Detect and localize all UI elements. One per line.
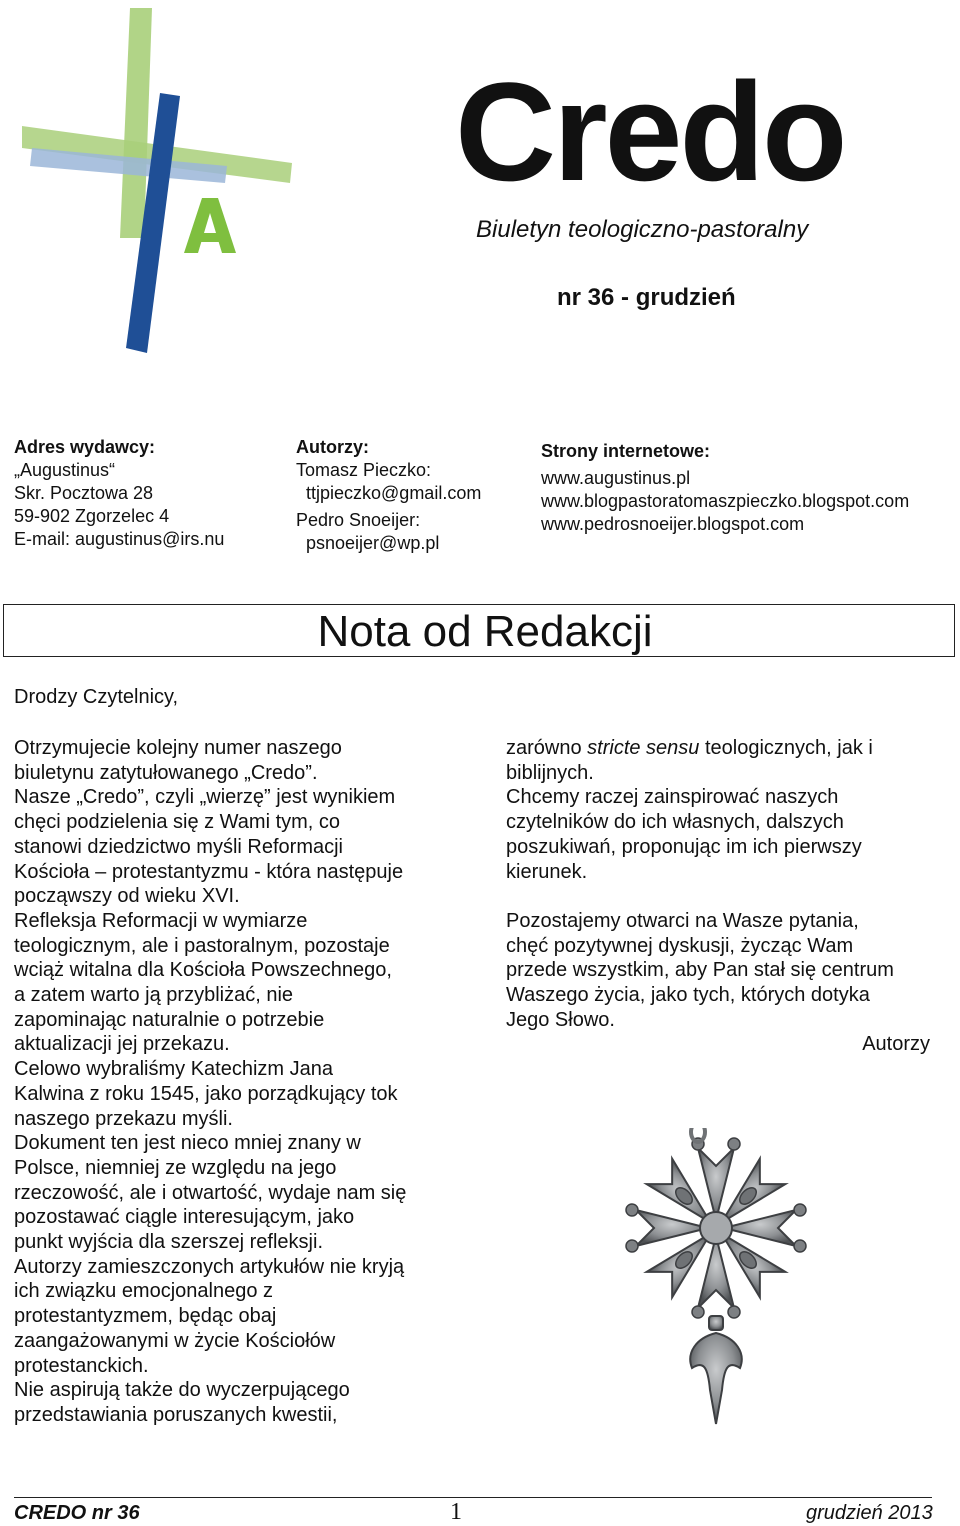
text-line: wciąż witalna dla Kościoła Powszechnego, xyxy=(14,959,392,982)
text-line: chęć pozytywnej dyskusji, życząc Wam xyxy=(506,934,854,957)
website-link[interactable]: www.pedrosnoeijer.blogspot.com xyxy=(541,514,805,534)
text-line: Kościoła – protestantyzmu - która następuje xyxy=(14,860,404,883)
text-line: poszukiwań, proponując im ich pierwszy xyxy=(506,835,862,858)
publisher-info xyxy=(14,436,224,551)
text-line: teologicznym, ale i pastoralnym, pozostaje xyxy=(14,934,390,957)
text-line: Pozostajemy otwarci na Wasze pytania, xyxy=(506,909,859,932)
article-right-column xyxy=(506,736,936,1057)
text-fragment: zarówno xyxy=(506,737,588,759)
author-email: psnoeijer@wp.pl xyxy=(306,533,440,553)
author-name: Pedro Snoeijer: xyxy=(296,510,421,530)
text-line: stanowi dziedzictwo myśli Reformacji xyxy=(14,835,343,858)
text-line: chęci podzielenia się z Wami tym, co xyxy=(14,811,341,834)
text-line: protestanckich. xyxy=(14,1354,149,1377)
publisher-line: 59-902 Zgorzelec 4 xyxy=(14,506,170,526)
text-line: przede wszystkim, aby Pan stał się centrum xyxy=(506,959,894,982)
publisher-line: „Augustinus“ xyxy=(14,460,116,480)
text-line: Otrzymujecie kolejny numer naszego xyxy=(14,737,342,759)
text-line: biblijnych. xyxy=(506,761,594,784)
bulletin-title: Credo xyxy=(455,53,845,210)
augustinus-cross-logo-icon xyxy=(22,8,302,353)
dove-pendant-icon xyxy=(690,1316,741,1424)
greeting: Drodzy Czytelnicy, xyxy=(14,686,179,708)
text-line: Kalwina z roku 1545, jako porządkujący tok xyxy=(14,1082,398,1105)
logo-letter-icon xyxy=(184,198,236,253)
text-line: aktualizacji jej przekazu. xyxy=(14,1033,230,1056)
websites-info xyxy=(541,436,909,536)
website-link[interactable]: www.blogpastoratomaszpieczko.blogspot.com xyxy=(541,491,910,511)
text-line: Refleksja Reformacji w wymiarze xyxy=(14,909,308,932)
text-line: punkt wyjścia dla szerszej refleksji. xyxy=(14,1231,323,1254)
text-line xyxy=(506,736,936,761)
text-line: zaangażowanymi w życie Kościołów xyxy=(14,1329,336,1352)
text-line: Polsce, niemniej ze względu na jego xyxy=(14,1156,337,1179)
text-line: pozostawać ciągle interesującym, jako xyxy=(14,1206,355,1229)
text-line: Nasze „Credo”, czyli „wierzę” jest wynikiem xyxy=(14,786,396,809)
text-line: począwszy od wieku XVI. xyxy=(14,885,240,908)
footer-divider xyxy=(14,1497,932,1498)
huguenot-cross-icon xyxy=(596,1128,836,1428)
text-fragment: teologicznych, jak i xyxy=(699,737,873,759)
text-line: czytelników do ich własnych, dalszych xyxy=(506,811,844,834)
section-title: Nota od Redakcji xyxy=(317,607,653,656)
article-left-column xyxy=(14,736,474,1428)
text-line: Autorzy zamieszczonych artykułów nie kryją xyxy=(14,1255,405,1278)
text-line: naszego przekazu myśli. xyxy=(14,1107,233,1130)
authors-heading: Autorzy: xyxy=(296,437,369,457)
text-line: kierunek. xyxy=(506,860,588,883)
emphasis-text: stricte sensu xyxy=(587,737,700,759)
text-line: zapominając naturalnie o potrzebie xyxy=(14,1008,325,1031)
websites-heading: Strony internetowe: xyxy=(541,441,711,461)
publisher-email: E-mail: augustinus@irs.nu xyxy=(14,529,225,549)
author-name: Tomasz Pieczko: xyxy=(296,460,432,480)
text-line: Dokument ten jest nieco mniej znany w xyxy=(14,1132,361,1155)
publisher-line: Skr. Pocztowa 28 xyxy=(14,483,154,503)
author-email: ttjpieczko@gmail.com xyxy=(306,483,482,503)
signature: Autorzy xyxy=(862,1033,930,1056)
text-line: przedstawiania poruszanych kwestii, xyxy=(14,1403,338,1426)
text-line: protestantyzmem, będąc obaj xyxy=(14,1305,277,1328)
publisher-heading: Adres wydawcy: xyxy=(14,437,156,457)
text-line: Celowo wybraliśmy Katechizm Jana xyxy=(14,1058,334,1081)
footer-bulletin-name: CREDO nr 36 xyxy=(14,1502,140,1524)
text-line: rzeczowość, ale i otwartość, wydaje nam się xyxy=(14,1181,407,1204)
authors-info xyxy=(296,436,481,555)
text-line: Chcemy raczej zainspirować naszych xyxy=(506,786,839,809)
text-line: ich związku emocjonalnego z xyxy=(14,1280,274,1303)
issue-number: nr 36 - grudzień xyxy=(557,284,736,311)
text-line: a zatem warto ją przybliżać, nie xyxy=(14,984,294,1007)
footer-date: grudzień 2013 xyxy=(806,1502,933,1524)
bulletin-subtitle: Biuletyn teologiczno-pastoralny xyxy=(476,216,809,243)
text-line: biuletynu zatytułowanego „Credo”. xyxy=(14,761,318,784)
website-link[interactable]: www.augustinus.pl xyxy=(541,468,691,488)
footer-page-number: 1 xyxy=(450,1499,462,1525)
text-line: Jego Słowo. xyxy=(506,1008,615,1031)
text-line: Nie aspirują także do wyczerpującego xyxy=(14,1379,350,1402)
text-line: Waszego życia, jako tych, których dotyka xyxy=(506,984,870,1007)
